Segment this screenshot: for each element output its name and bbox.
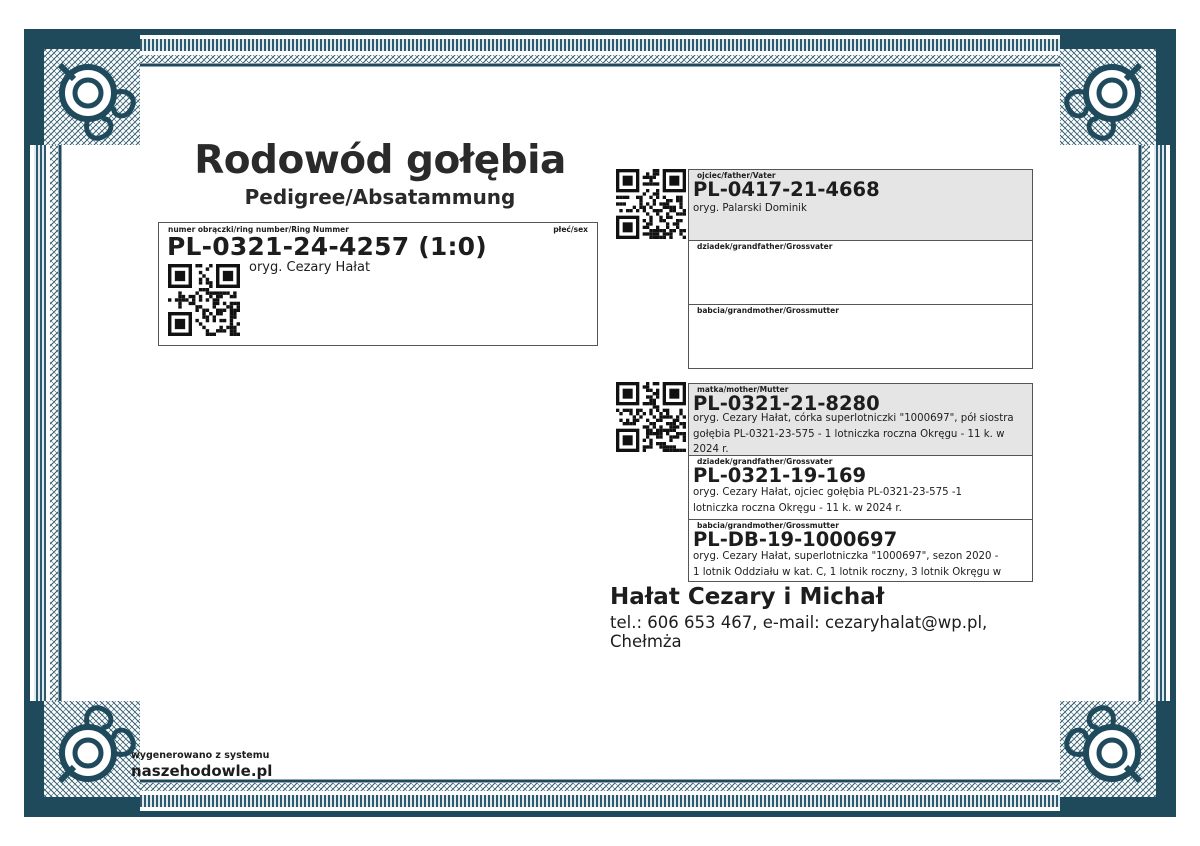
father-grandfather-label: dziadek/grandfather/Grossvater [697,242,833,251]
ornament-icon-top-left [30,35,140,145]
ornament-icon-bottom-left [30,701,140,811]
page-title: Rodowód gołębia [194,138,566,183]
mother-grandmother-note [693,549,1031,580]
mother-box [688,383,1033,456]
mother-grandfather-box [688,455,1033,520]
generator-site-link[interactable]: naszehodowle.pl [131,762,273,780]
mother-ring-number: PL-0321-21-8280 [693,392,880,415]
mother-note-line: 2024 r. [693,444,729,455]
sex-label: płeć/sex [553,225,588,234]
mother-grandmother-ring-number: PL-DB-19-1000697 [693,528,898,551]
mother-note-line: oryg. Cezary Hałat, córka superlotniczki "1000697", pół siostra [693,413,1014,424]
father-grandmother-box [688,304,1033,369]
ornament-icon-top-right [1060,35,1170,145]
generated-by-label: wygenerowano z systemu [131,750,270,761]
mother-grandmother-note-line: 1 lotnik Oddziału w kat. C, 1 lotnik roczny, 3 lotnik Okręgu w [693,566,1002,578]
mother-grandfather-label: dziadek/grandfather/Grossvater [697,457,833,466]
ornament-icon-bottom-right [1060,701,1170,811]
father-box [688,169,1033,241]
mother-grandmother-note-line: oryg. Cezary Hałat, superlotniczka "1000697", sezon 2020 - [693,551,999,562]
mother-grandfather-note [693,485,1031,516]
father-ring-number: PL-0417-21-4668 [693,178,880,201]
owner-name: Hałat Cezary i Michał [610,584,885,610]
ring-number-label: numer obrączki/ring number/Ring Nummer [168,225,349,234]
main-bird-note: oryg. Cezary Hałat [249,260,371,275]
owner-contact [610,613,1040,651]
mother-note [693,411,1031,458]
owner-contact-line: tel.: 606 653 467, e-mail: cezaryhalat@wp.pl, [610,613,988,632]
father-grandmother-label: babcia/grandmother/Grossmutter [697,306,839,315]
main-bird-box [158,222,598,346]
qr-code-icon [616,169,686,239]
father-label: ojciec/father/Vater [697,171,776,180]
owner-city: Chełmża [610,632,682,651]
mother-grandfather-ring-number: PL-0321-19-169 [693,464,867,487]
father-grandfather-box [688,240,1033,305]
mother-label: matka/mother/Mutter [697,385,789,394]
mother-grandmother-label: babcia/grandmother/Grossmutter [697,521,839,530]
mother-grandfather-note-line: oryg. Cezary Hałat, ojciec gołębia PL-0321-23-575 -1 [693,487,962,498]
mother-grandfather-note-line: lotniczka roczna Okręgu - 11 k. w 2024 r. [693,502,902,514]
qr-code-icon [168,264,240,336]
father-note: oryg. Palarski Dominik [693,203,807,214]
mother-note-line: gołębia PL-0321-23-575 - 1 lotniczka roczna Okręgu - 11 k. w [693,428,1005,440]
qr-code-icon [616,382,686,452]
main-ring-number: PL-0321-24-4257 (1:0) [167,232,487,261]
mother-grandmother-box [688,519,1033,582]
page-subtitle: Pedigree/Absatammung [244,185,516,209]
